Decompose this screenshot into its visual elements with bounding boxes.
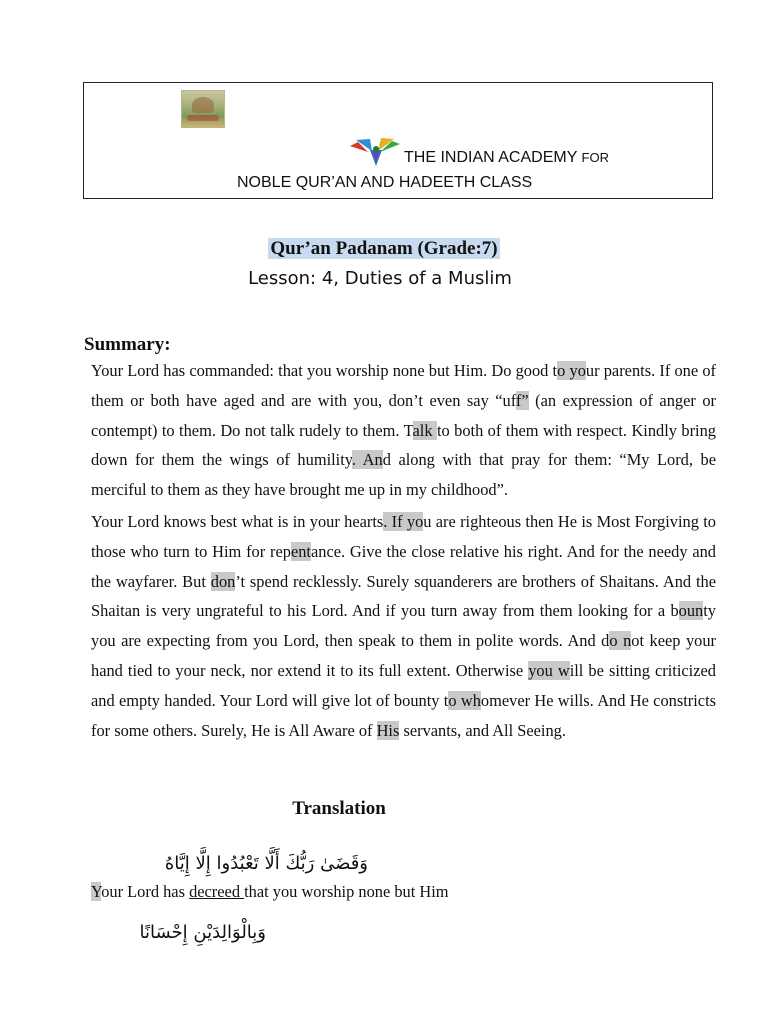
highlighted-text: o yo (557, 361, 586, 380)
text-run: d along with that pray for them: “My Lord, be merciful to them as they have brought me up in my childhood”. (91, 450, 716, 500)
translation-heading: Translation (292, 798, 386, 819)
highlighted-text: don (210, 571, 236, 591)
highlighted-text: o wh (448, 690, 481, 710)
academy-name-line1 (404, 149, 609, 167)
summary-paragraph-2 (91, 507, 716, 745)
course-title-text: Qur’an Padanam (Grade:7) (270, 238, 498, 259)
academy-name-for: FOR (581, 150, 609, 165)
academy-seal-logo-icon (181, 90, 225, 128)
academy-name-main: THE INDIAN ACADEMY (404, 149, 582, 166)
highlighted-text: ent (290, 541, 311, 561)
highlighted-text: oun (678, 601, 704, 621)
highlighted-text: Y (91, 882, 102, 901)
text-run: ty you are expecting from you Lord, then speak to them in polite words. And d (91, 601, 716, 651)
highlighted-text: o n (609, 631, 632, 651)
text-run: to both of them with respect. Kindly bring down for them the wings of humility (91, 420, 717, 470)
lesson-title: Lesson: 4, Duties of a Muslim (248, 268, 512, 289)
text-run: u are righteous then He is Most Forgiving to those who turn to Him for rep (91, 512, 716, 561)
text-run: (an expression of anger or contempt) to them. Do not talk rudely to them. T (91, 390, 716, 440)
text-run: Your Lord has commanded: that you worship none but Him. Do good t (91, 361, 558, 380)
text-run: Your Lord knows best what is in your hearts (91, 512, 384, 531)
text-run: that you worship none but Him (244, 882, 449, 901)
arabic-verse-1: وَقَضَىٰ رَبُّكَ أَلَّا تَعْبُدُوا إِلَّا إِيَّاهُ (164, 853, 368, 874)
text-run: servants, and All Seeing. (399, 720, 566, 740)
text-run: ance. Give the close relative his right. And for the needy and the wayfarer. But (91, 541, 716, 591)
arabic-verse-2: وَبِالْوَالِدَيْنِ إِحْسَانًا (139, 922, 266, 943)
highlighted-text: alk (412, 420, 437, 440)
text-run: ur parents. If one of them or both have aged and are with you, don’t even say “uf (91, 361, 716, 410)
highlighted-text: His (376, 720, 400, 740)
text-run: ’t spend recklessly. Surely squanderers are brothers of Shaitans. And the Shaitan is very ungrateful to his Lord. And if you turn away from them looking for a b (91, 571, 716, 621)
text-run: ill be sitting criticized and empty handed. Your Lord will give lot of bounty t (91, 660, 716, 710)
academy-name-line2: NOBLE QUR’AN AND HADEETH CLASS (237, 174, 533, 191)
bird-logo-icon (348, 138, 402, 168)
summary-heading: Summary: (84, 334, 171, 355)
text-run: our Lord has (101, 882, 190, 901)
english-translation-1 (91, 882, 449, 902)
text-run: omever He wills. And He constricts for some others. Surely, He is All Aware of (91, 690, 716, 740)
highlighted-text: . An (351, 450, 383, 470)
highlighted-text: you w (528, 660, 570, 680)
academy-header-box (83, 82, 713, 199)
course-title (0, 238, 768, 260)
highlighted-text: f” (515, 390, 529, 410)
summary-paragraph-1 (91, 356, 716, 505)
underlined-word: decreed (189, 882, 245, 901)
highlighted-text: . If yo (383, 512, 424, 531)
text-run: ot keep your hand tied to your neck, nor extend it to its full extent. Otherwise (91, 631, 716, 680)
